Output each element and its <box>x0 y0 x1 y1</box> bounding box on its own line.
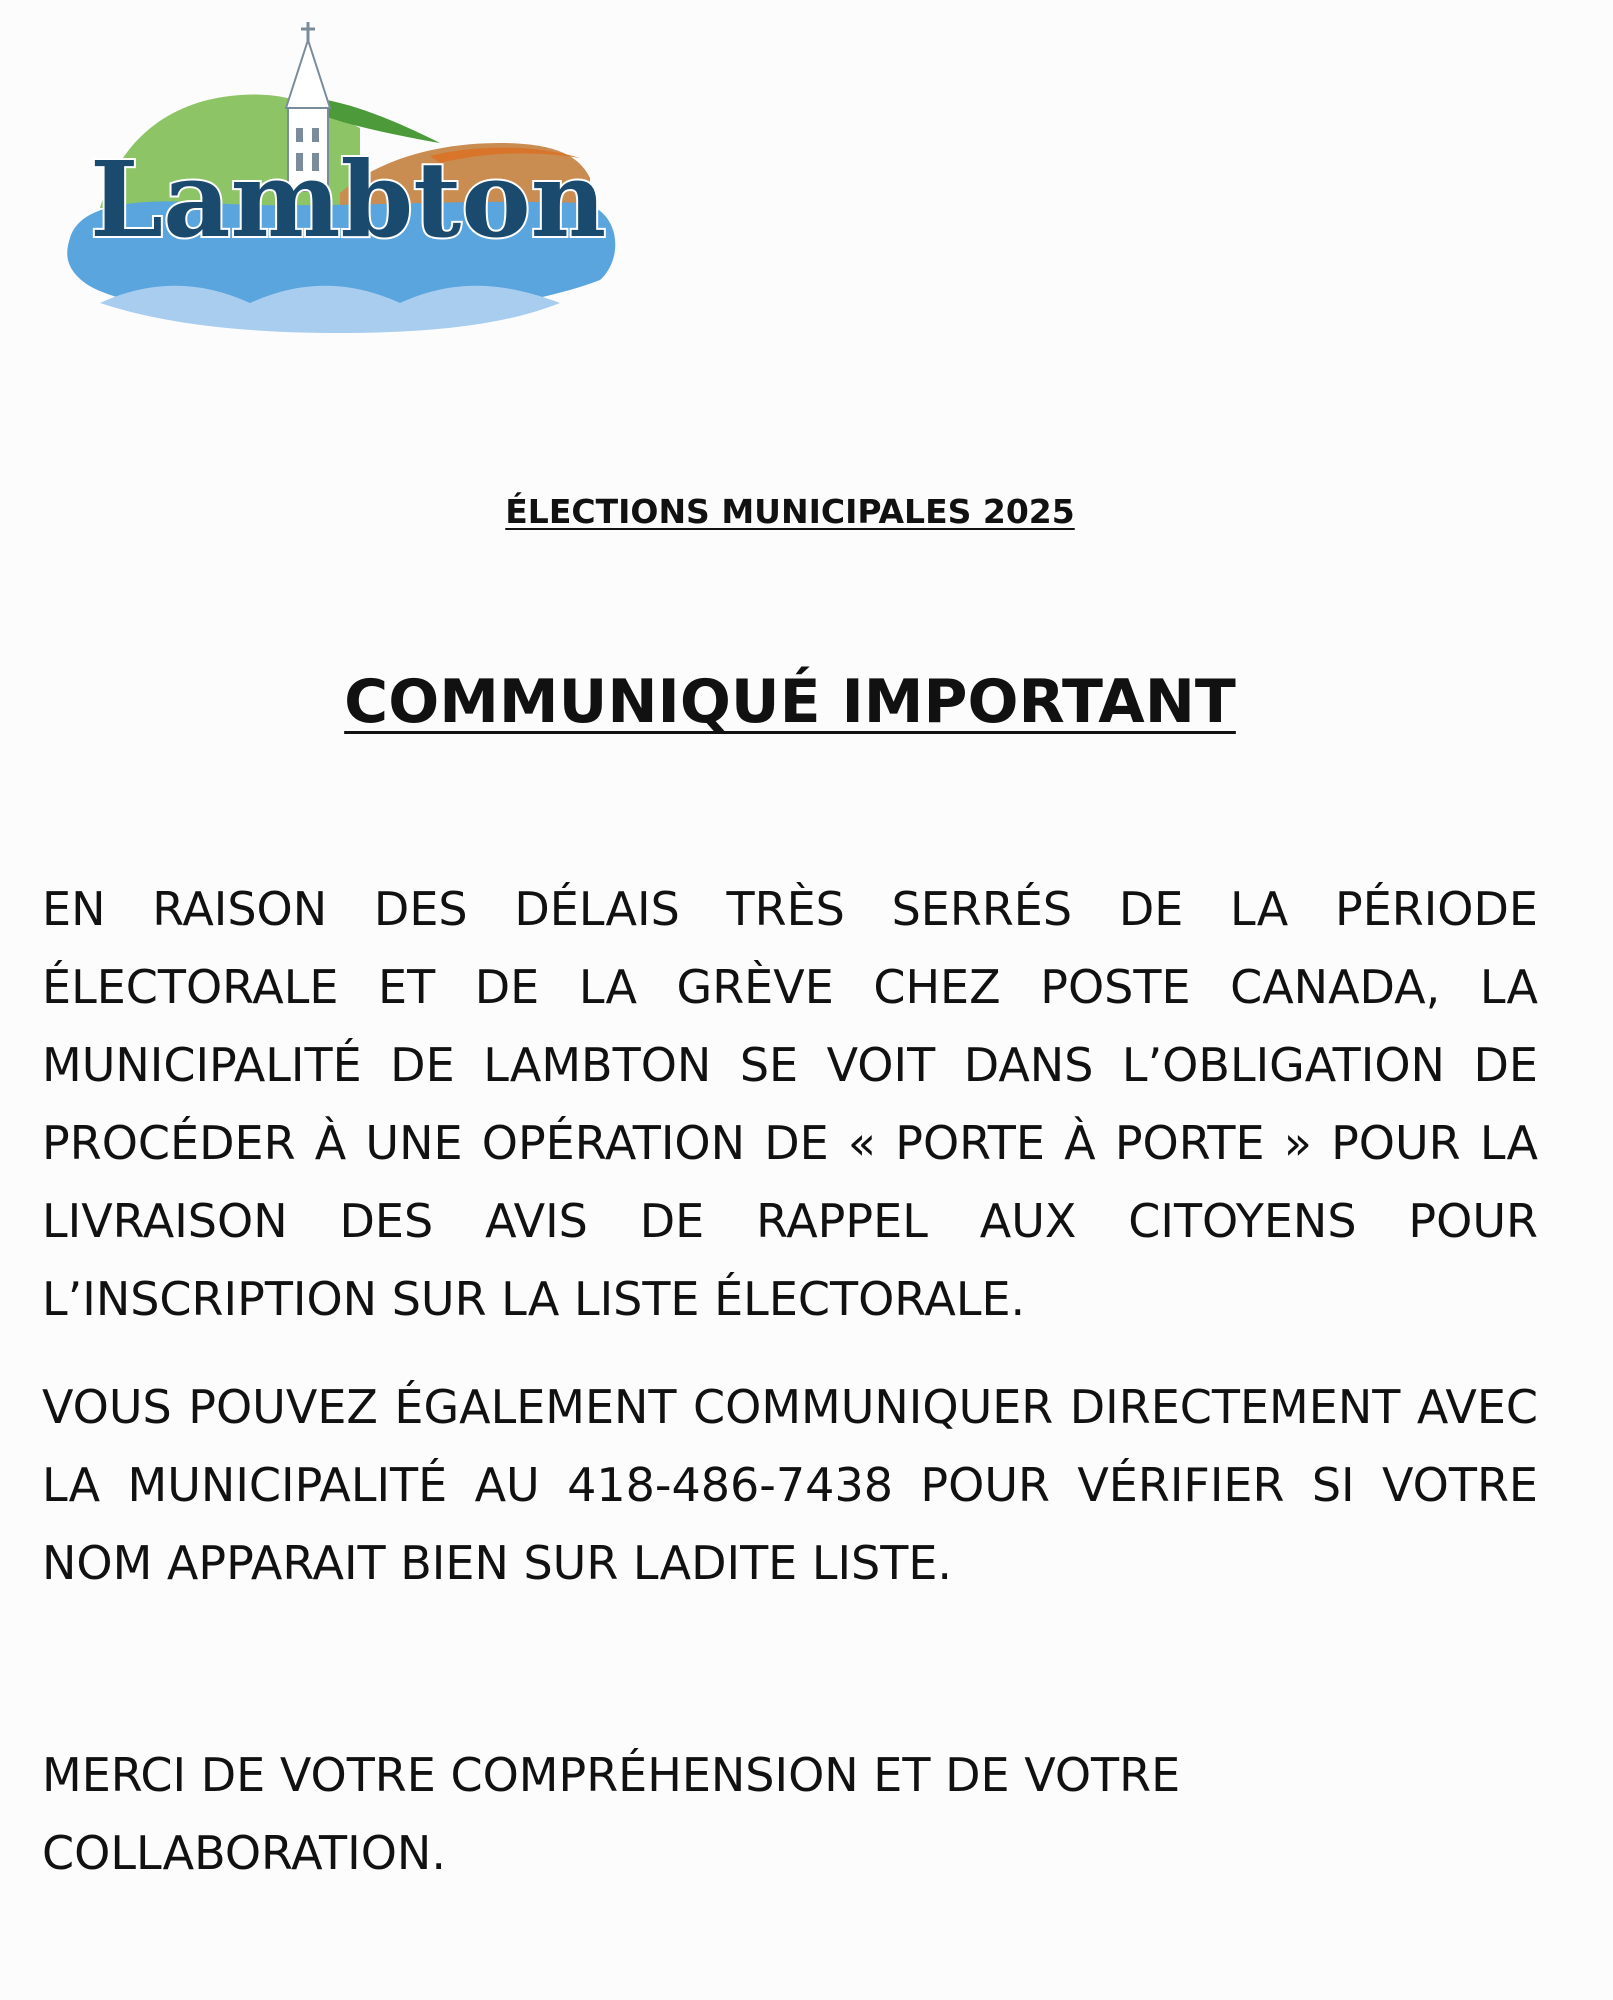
notice-subtitle: ÉLECTIONS MUNICIPALES 2025 <box>505 492 1075 531</box>
lambton-logo <box>60 18 620 348</box>
notice-paragraph-2: VOUS POUVEZ ÉGALEMENT COMMUNIQUER DIRECTEMENT AVEC LA MUNICIPALITÉ AU 418-486-7438 POUR VÉRIFIER SI VOTRE NOM APPARAIT BIEN SUR LADITE LISTE. <box>42 1380 1538 1590</box>
lambton-logo-graphic <box>60 18 620 348</box>
notice-closing: MERCI DE VOTRE COMPRÉHENSION ET DE VOTRE COLLABORATION. <box>42 1748 1181 1880</box>
notice-paragraph-1: EN RAISON DES DÉLAIS TRÈS SERRÉS DE LA PÉRIODE ÉLECTORALE ET DE LA GRÈVE CHEZ POSTE CANADA, LA MUNICIPALITÉ DE LAMBTON SE VOIT DANS L’OBLIGATION DE PROCÉDER À UNE OPÉRATION DE « PORTE À PORTE » POUR LA LIVRAISON DES AVIS DE RAPPEL AUX CITOYENS POUR L’INSCRIPTION SUR LA LISTE ÉLECTORALE. <box>42 882 1538 1326</box>
notice-title: COMMUNIQUÉ IMPORTANT <box>344 667 1236 737</box>
logo-wordmark: Lambton <box>90 138 607 261</box>
